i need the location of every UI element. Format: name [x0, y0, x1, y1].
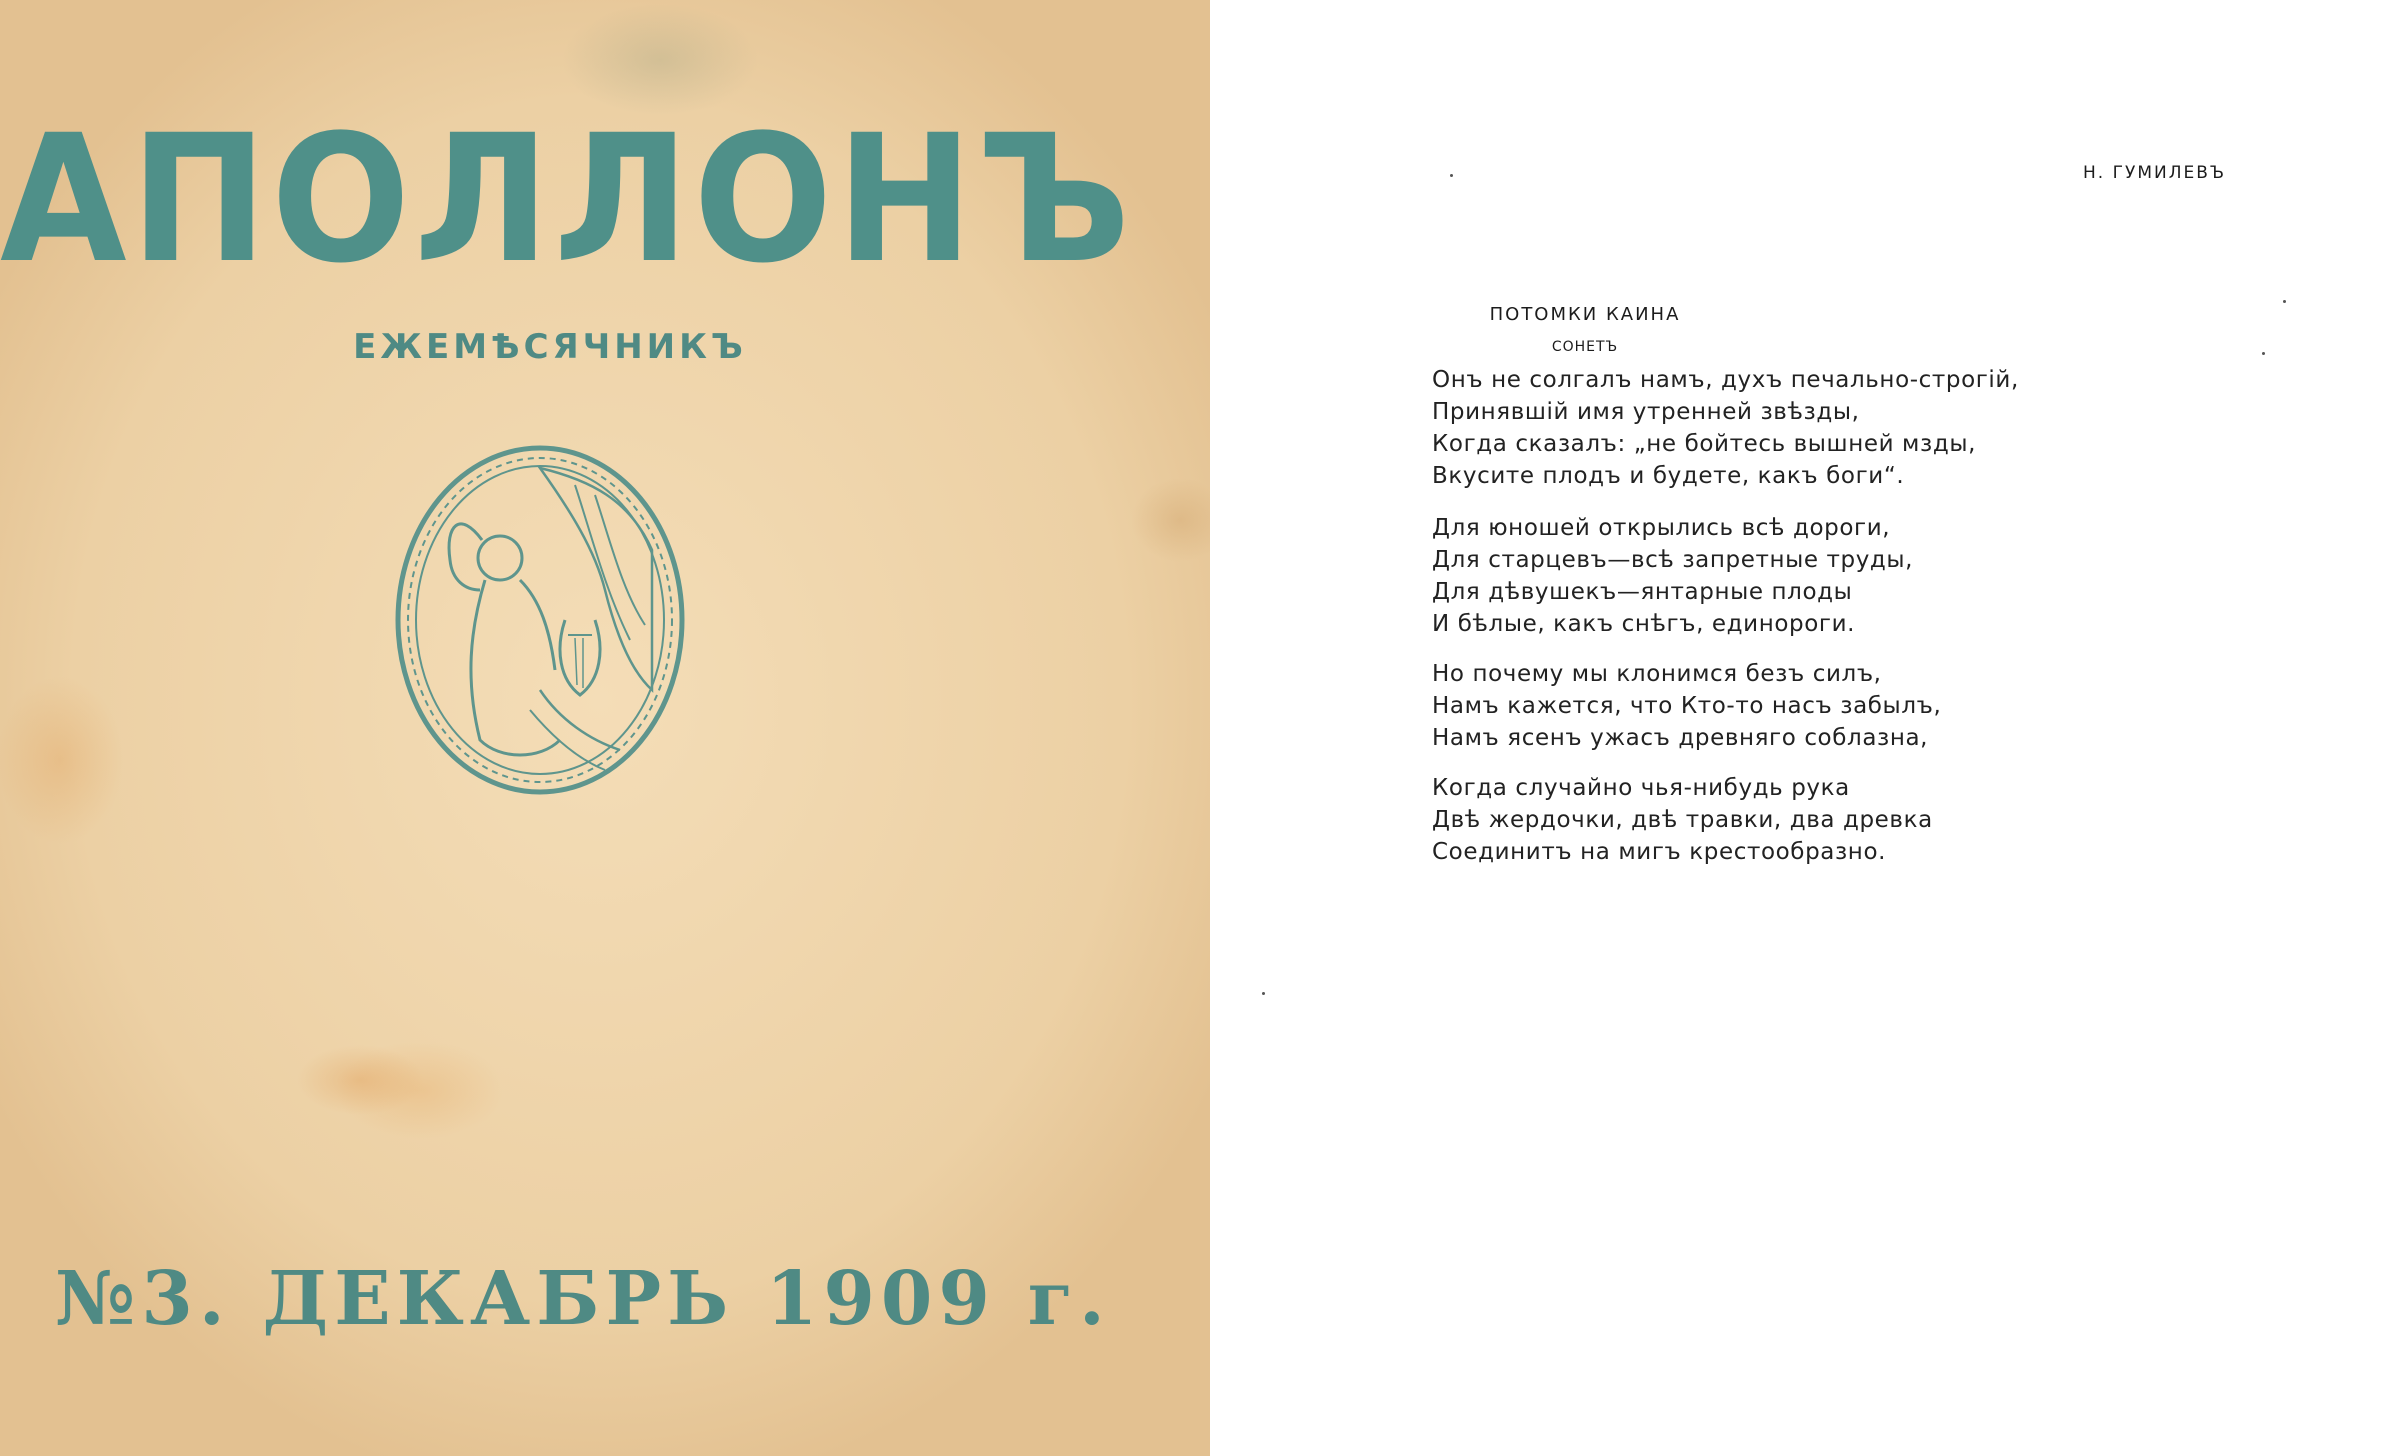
- poem-line: Намъ кажется, что Кто-то насъ забылъ,: [1432, 693, 1942, 719]
- stanza-1: [1432, 364, 2019, 492]
- poem-line: Но почему мы клонимся безъ силъ,: [1432, 661, 1882, 687]
- cover-issue-date: №3. ДЕКАБРЬ 1909 г.: [55, 1256, 1111, 1342]
- stanza-2: [1432, 512, 1913, 640]
- poem-title: ПОТОМКИ КАИНА: [1489, 304, 1681, 325]
- print-speck: [2262, 352, 2265, 355]
- poem-page: [1210, 0, 2400, 1456]
- poem-line: Принявшій имя утренней звѣзды,: [1432, 399, 1860, 425]
- poem-subtitle: СОНЕТЪ: [1551, 339, 1619, 355]
- cover-subtitle: ЕЖЕМѢСЯЧНИКЪ: [353, 327, 747, 367]
- author-name: Н. ГУМИЛЕВЪ: [2083, 163, 2227, 183]
- poem-line: Для дѣвушекъ—янтарные плоды: [1432, 579, 1853, 605]
- print-speck: [1450, 174, 1453, 177]
- poem-line: Для юношей открылись всѣ дороги,: [1432, 515, 1891, 541]
- stanza-3: [1432, 658, 1941, 754]
- poem-line: Намъ ясенъ ужасъ древняго соблазна,: [1432, 725, 1929, 751]
- poem-line: Когда сказалъ: „не бойтесь вышней мзды,: [1432, 431, 1976, 457]
- poem-line: Вкусите плодъ и будете, какъ боги“.: [1432, 463, 1905, 489]
- cover-title: АПОЛЛОНЪ: [0, 97, 1135, 302]
- poem-line: Онъ не солгалъ намъ, духъ печально-строгій,: [1432, 367, 2019, 393]
- poem-line: И бѣлые, какъ снѣгъ, единороги.: [1432, 611, 1856, 637]
- print-speck: [1262, 992, 1265, 995]
- print-speck: [2283, 300, 2286, 303]
- apollo-vignette-illustration: [390, 440, 690, 800]
- poem-line: Соединитъ на мигъ крестообразно.: [1432, 839, 1887, 865]
- stanza-4: [1432, 772, 1933, 868]
- poem-line: Двѣ жердочки, двѣ травки, два древка: [1432, 807, 1933, 833]
- poem-line: Для старцевъ—всѣ запретные труды,: [1432, 547, 1914, 573]
- poem-line: Когда случайно чья-нибудь рука: [1432, 775, 1850, 801]
